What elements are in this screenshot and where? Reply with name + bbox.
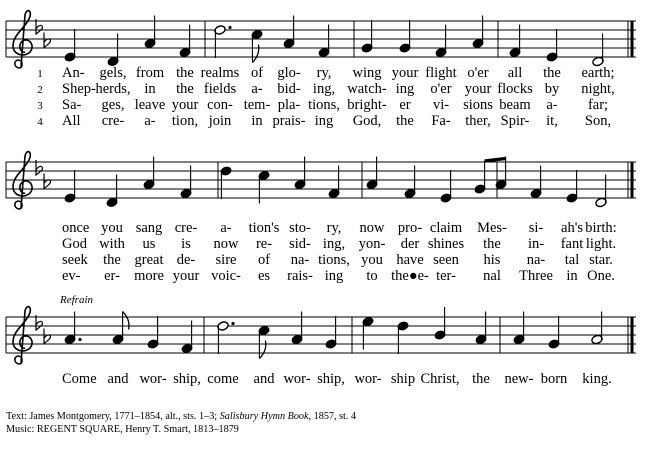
lyric-syllable: far; <box>587 97 609 113</box>
eighth-flag <box>259 341 265 359</box>
lyric-syllable: in- <box>527 236 545 252</box>
text-credit-prefix: Text: James Montgomery, 1771–1854, alt., sts. 1–3; <box>6 411 220 422</box>
lyric-syllable: yon- <box>358 236 386 252</box>
lyric-syllable: glo- <box>277 65 301 81</box>
lyric-syllable: in <box>566 268 578 284</box>
lyric-syllable: Mes- <box>477 220 507 236</box>
lyric-syllable: sid- <box>289 236 311 252</box>
lyric-syllable: light. <box>585 236 617 252</box>
staff-system <box>6 294 636 387</box>
flat-sign-icon <box>44 329 51 344</box>
lyric-syllable: ry, <box>326 220 342 236</box>
lyric-syllable: join <box>208 113 232 129</box>
lyric-syllable: es <box>257 268 271 284</box>
lyric-syllable: fant <box>560 236 584 252</box>
lyric-syllable: us <box>142 236 156 252</box>
lyric-syllable: pla- <box>277 97 301 113</box>
eighth-flag <box>123 312 129 330</box>
flat-sign-icon <box>44 174 51 189</box>
lyric-syllable: si- <box>528 220 544 236</box>
lyric-syllable: watch- <box>347 81 387 97</box>
lyric-syllable: you <box>361 252 383 268</box>
lyric-syllable: na- <box>526 252 546 268</box>
lyric-syllable: God <box>62 236 87 252</box>
lyric-syllable: tions, <box>308 97 340 113</box>
lyric-syllable: once <box>62 220 90 236</box>
lyric-syllable: wor- <box>354 371 382 387</box>
lyric-syllable: leave <box>134 97 166 113</box>
lyric-syllable: pro- <box>397 220 423 236</box>
lyric-syllable: flight <box>425 65 457 81</box>
lyric-syllable: and <box>107 371 129 387</box>
lyric-syllable: ther, <box>465 113 491 129</box>
text-credit-source: Salisbury Hymn Book <box>219 411 309 422</box>
lyric-syllable: nal <box>483 268 501 284</box>
lyric-syllable: the●e- <box>391 268 429 284</box>
lyric-syllable: wing <box>352 65 382 81</box>
lyric-syllable: of <box>250 65 264 81</box>
lyric-syllable: o'er <box>430 81 452 97</box>
lyric-syllable: the <box>176 81 194 97</box>
lyric-syllable: more <box>134 268 164 284</box>
text-credit <box>6 410 356 423</box>
lyric-syllable: ing, <box>322 236 346 252</box>
lyric-syllable: Son, <box>584 113 612 129</box>
lyric-syllable: sire <box>215 252 237 268</box>
lyric-syllable: flocks <box>497 81 533 97</box>
lyric-syllable: ing <box>324 268 344 284</box>
lyric-syllable: One. <box>587 268 615 284</box>
lyric-syllable: to <box>366 268 378 284</box>
lyric-syllable: it, <box>546 113 558 129</box>
lyric-syllable: der <box>400 236 420 252</box>
lyric-syllable: Shep- <box>62 81 96 97</box>
lyric-syllable: a- <box>251 81 263 97</box>
lyric-syllable: wor- <box>283 371 311 387</box>
lyric-syllable: come <box>207 371 239 387</box>
lyric-syllable: born <box>540 371 568 387</box>
lyric-syllable: realms <box>200 65 240 81</box>
lyric-syllable: fields <box>203 81 237 97</box>
note-dot <box>231 322 234 325</box>
lyric-syllable: you <box>101 220 123 236</box>
lyric-syllable: the <box>103 252 121 268</box>
verse-number: 2 <box>37 84 43 96</box>
lyric-syllable: Christ, <box>420 371 460 387</box>
lyric-syllable: gels, <box>99 65 127 81</box>
lyric-syllable: seek <box>62 252 88 268</box>
lyric-syllable: con- <box>207 97 233 113</box>
lyric-syllable: Come <box>62 371 97 387</box>
lyric-syllable: tions, <box>318 252 350 268</box>
lyric-syllable: your <box>391 65 419 81</box>
lyric-syllable: the <box>176 65 194 81</box>
lyric-syllable: a- <box>144 113 156 129</box>
note-dot <box>78 338 81 341</box>
lyric-syllable: in <box>144 81 156 97</box>
lyric-syllable: sions <box>463 97 493 113</box>
lyric-syllable: the <box>396 113 414 129</box>
lyric-syllable: bid- <box>277 81 301 97</box>
lyric-syllable: is <box>181 236 191 252</box>
lyric-syllable: Three <box>519 268 553 284</box>
lyric-syllable: by <box>544 81 560 97</box>
lyric-syllable: tal <box>564 252 580 268</box>
lyric-syllable: his <box>483 252 501 268</box>
beam <box>485 159 506 162</box>
lyric-syllable: the <box>483 236 501 252</box>
eighth-flag <box>252 45 258 63</box>
note-dot <box>228 26 231 29</box>
lyric-syllable: tem- <box>243 97 271 113</box>
lyric-syllable: king. <box>582 371 612 387</box>
lyric-syllable: er- <box>104 268 120 284</box>
music-credit: Music: REGENT SQUARE, Henry T. Smart, 1813–1879 <box>6 424 239 435</box>
lyric-syllable: sto- <box>289 220 311 236</box>
lyric-syllable: er <box>399 97 411 113</box>
refrain-label: Refrain <box>60 294 93 306</box>
lyric-syllable: ry, <box>316 65 332 81</box>
verse-number: 4 <box>37 116 43 128</box>
lyric-syllable: ship, <box>317 371 345 387</box>
lyric-syllable: tion's <box>248 220 280 236</box>
lyric-syllable: herds, <box>95 81 131 97</box>
lyric-syllable: God, <box>352 113 382 129</box>
lyric-syllable: Spir- <box>500 113 530 129</box>
lyric-syllable: An- <box>62 65 85 81</box>
lyric-syllable: ship, <box>173 371 201 387</box>
lyric-syllable: seen <box>433 252 459 268</box>
lyric-syllable: ges, <box>101 97 125 113</box>
lyric-syllable: All <box>62 113 81 129</box>
lyric-syllable: shines <box>427 236 465 252</box>
lyric-syllable: now <box>213 236 239 252</box>
lyric-syllable: wor- <box>139 371 167 387</box>
lyric-syllable: Fa- <box>431 113 451 129</box>
flat-sign-icon <box>44 33 51 48</box>
lyric-syllable: a- <box>546 97 558 113</box>
lyric-syllable: na- <box>290 252 310 268</box>
lyric-syllable: your <box>172 268 200 284</box>
lyric-syllable: re- <box>255 236 273 252</box>
verse-number: 1 <box>37 68 43 80</box>
lyric-syllable: cre- <box>101 113 125 129</box>
lyric-syllable: ing, <box>312 81 336 97</box>
lyric-syllable: now <box>359 220 385 236</box>
lyric-syllable: cre- <box>174 220 198 236</box>
lyric-syllable: ing <box>314 113 334 129</box>
lyric-syllable: sang <box>135 220 163 236</box>
lyric-syllable: tion, <box>171 113 199 129</box>
lyric-syllable: ter- <box>436 268 456 284</box>
text-credit-suffix: , 1857, st. 4 <box>308 411 357 422</box>
lyric-syllable: de- <box>176 252 196 268</box>
lyric-syllable: in <box>251 113 263 129</box>
lyric-syllable: all <box>507 65 523 81</box>
lyric-syllable: vi- <box>432 97 450 113</box>
hymn-credits <box>6 410 356 436</box>
lyric-syllable: ing <box>395 81 415 97</box>
lyric-syllable: great <box>134 252 164 268</box>
lyric-syllable: new- <box>504 371 534 387</box>
lyric-syllable: prais- <box>272 113 306 129</box>
lyric-syllable: a- <box>220 220 232 236</box>
lyric-syllable: ev- <box>62 268 81 284</box>
lyric-syllable: birth: <box>585 220 617 236</box>
staff-system <box>6 11 636 129</box>
lyric-syllable: the <box>472 371 490 387</box>
lyric-syllable: ship <box>390 371 416 387</box>
lyric-syllable: your <box>171 97 199 113</box>
lyric-syllable: bright- <box>347 97 387 113</box>
lyric-syllable: claim <box>429 220 463 236</box>
lyric-syllable: earth; <box>581 65 615 81</box>
lyric-syllable: voic- <box>211 268 241 284</box>
lyric-syllable: night, <box>581 81 615 97</box>
lyric-syllable: ah's <box>561 220 583 236</box>
verse-number: 3 <box>37 100 43 112</box>
lyric-syllable: star. <box>589 252 613 268</box>
lyric-syllable: have <box>396 252 424 268</box>
lyric-syllable: from <box>135 65 165 81</box>
lyric-syllable: the <box>543 65 561 81</box>
lyric-syllable: with <box>99 236 125 252</box>
lyric-syllable: beam <box>499 97 531 113</box>
lyric-syllable: and <box>253 371 275 387</box>
lyric-syllable: of <box>257 252 271 268</box>
staff-system <box>6 152 636 284</box>
lyric-syllable: o'er <box>467 65 489 81</box>
lyric-syllable: rais- <box>287 268 313 284</box>
lyric-syllable: Sa- <box>62 97 82 113</box>
lyric-syllable: your <box>464 81 492 97</box>
